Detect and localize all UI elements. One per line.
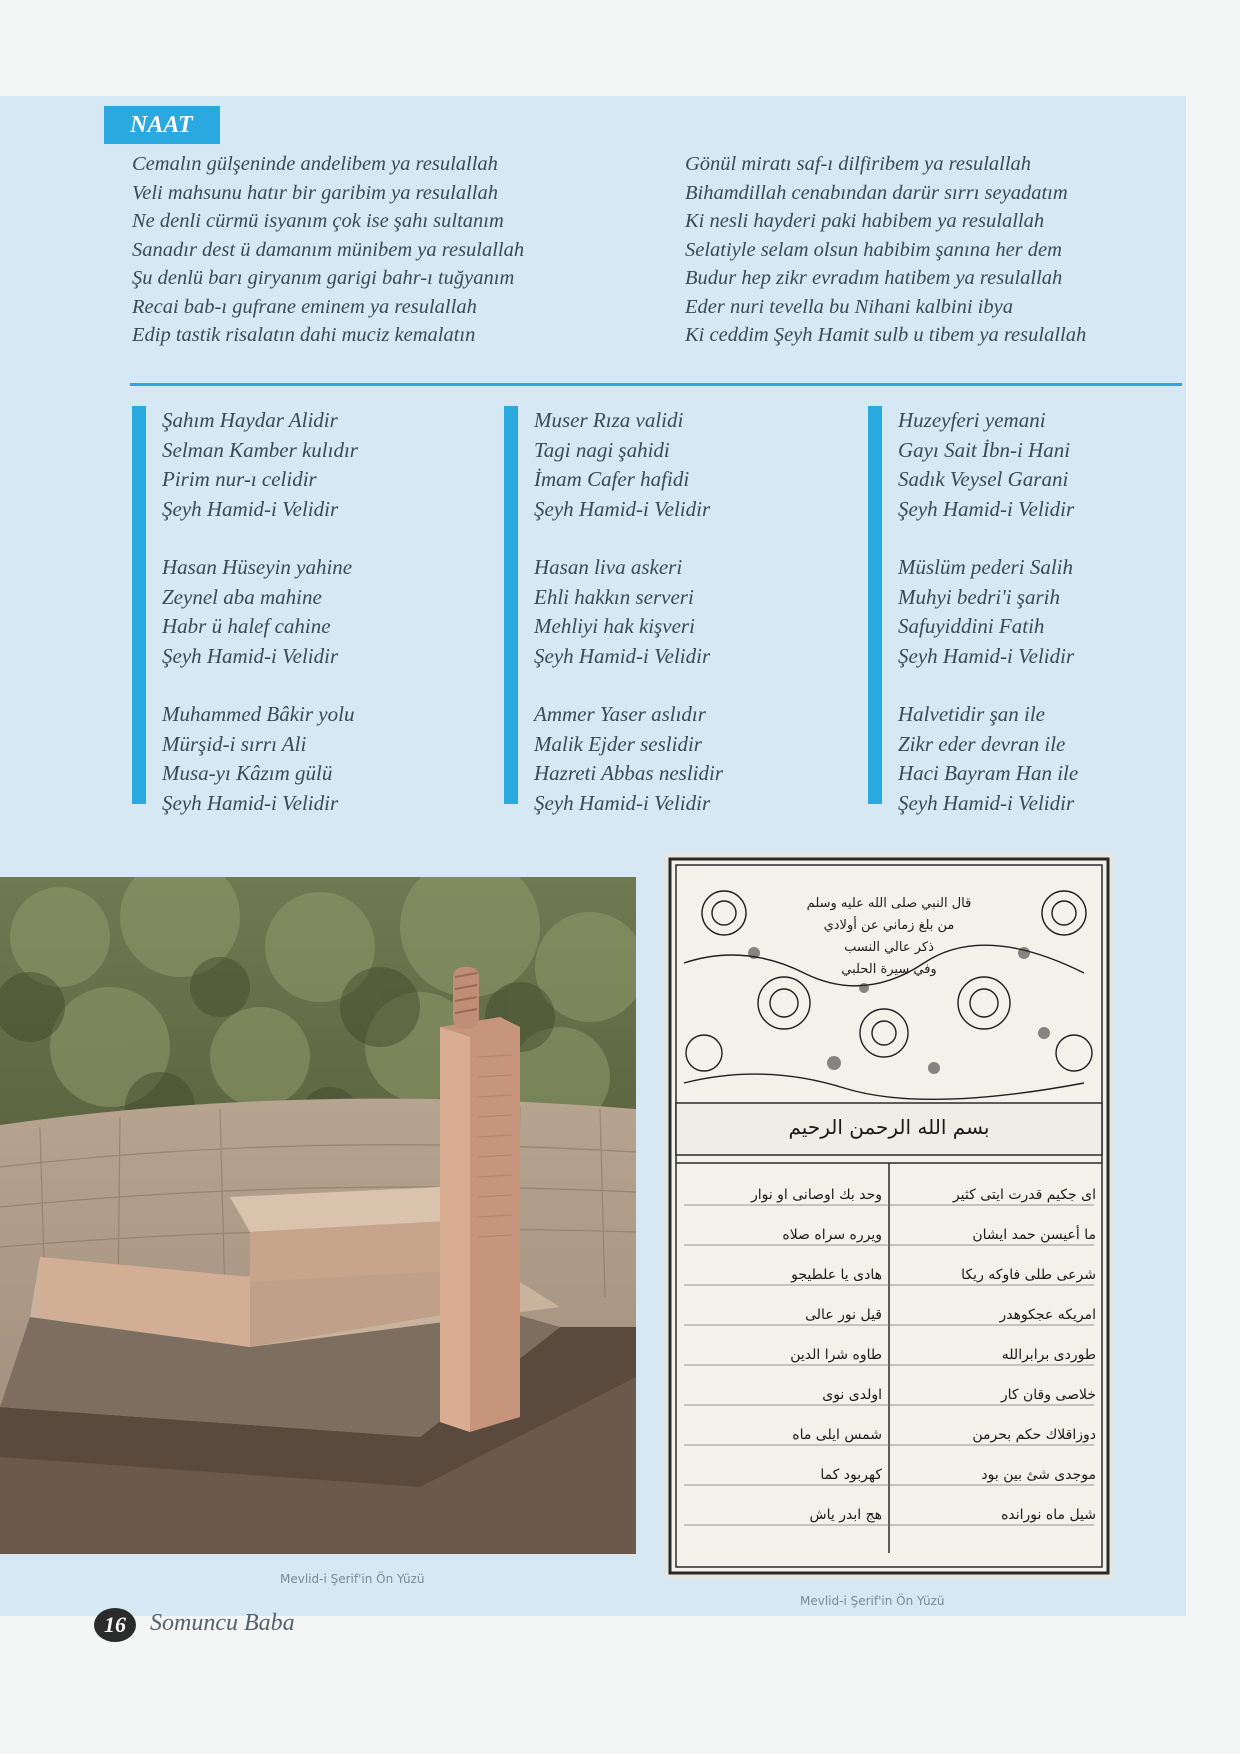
manuscript-line: طاوه شرا الدین (790, 1347, 882, 1363)
verse-line: Şeyh Hamid-i Velidir (534, 643, 711, 668)
naat-line: Şu denlü barı giryanım garigi bahr-ı tuğyanım (132, 267, 515, 289)
photo-caption: Mevlid-i Şerif'in Ön Yüzü (280, 1572, 425, 1586)
manuscript-scan (664, 853, 1114, 1579)
stanza (898, 700, 1078, 818)
verse-line: Hazreti Abbas neslidir (534, 761, 724, 785)
manuscript-line: امریکه عجکوهدر (999, 1307, 1096, 1323)
naat-line: Selatiyle selam olsun habibim şanına her dem (685, 238, 1062, 261)
naat-right-column (685, 150, 1086, 350)
verse-line: Müslüm pederi Salih (898, 555, 1073, 579)
accent-bar (504, 406, 518, 804)
accent-bar (868, 406, 882, 804)
naat-line: Bihamdillah cenabından darür sırrı seyadatım (685, 181, 1068, 204)
naat-line: Edip tastik risalatın dahi muciz kemalatın (132, 324, 476, 346)
manuscript-line: کهربود کما (820, 1467, 882, 1483)
verse-line: Muser Rıza validi (534, 408, 684, 432)
verse-line: Malik Ejder seslidir (534, 731, 702, 756)
manuscript-line: ذكر عالي النسب (844, 940, 934, 955)
manuscript-line: وحد بك اوصانی او نوار (750, 1187, 882, 1203)
verse-line: Mehliyi hak kişveri (534, 614, 695, 638)
verse-line: Muhammed Bâkir yolu (162, 702, 355, 726)
verse-line: Hasan liva askeri (534, 555, 683, 579)
verse-line: Mürşid-i sırrı Ali (162, 731, 307, 756)
manuscript-left-column (684, 1175, 882, 1535)
naat-line: Budur hep zikr evradım hatibem ya resulallah (685, 267, 1063, 289)
stanza (534, 406, 723, 524)
manuscript-basmala: بسم الله الرحمن الرحيم (788, 1115, 990, 1139)
section-label: NAAT (104, 106, 220, 144)
naat-line: Ki ceddim Şeyh Hamit sulb u tibem ya resulallah (685, 324, 1087, 346)
verse-line: Ammer Yaser aslıdır (534, 702, 706, 726)
verse-line: Şeyh Hamid-i Velidir (534, 496, 711, 521)
manuscript-line: ویرره سراه صلاه (782, 1227, 882, 1243)
verse-line: Musa-yı Kâzım gülü (162, 761, 333, 785)
naat-line: Eder nuri tevella bu Nihani kalbini ibya (685, 295, 1013, 318)
stanza (898, 553, 1078, 671)
tomb-photo (0, 877, 636, 1554)
naat-left-column (132, 150, 524, 350)
manuscript-line: ای جکیم قدرت ایتی کثیر (952, 1187, 1096, 1203)
verse-line: Şeyh Hamid-i Velidir (162, 496, 339, 521)
naat-line: Gönül miratı saf-ı dilfiribem ya resulallah (685, 153, 1032, 175)
verse-line: Tagi nagi şahidi (534, 437, 670, 462)
naat-line: Recai bab-ı gufrane eminem ya resulallah (132, 295, 477, 318)
stanza (162, 700, 358, 818)
verse-line: Hasan Hüseyin yahine (162, 555, 353, 579)
section-divider (130, 383, 1182, 386)
accent-bar (132, 406, 146, 804)
verse-line: Habr ü halef cahine (162, 614, 331, 638)
verse-line: İmam Cafer hafidi (534, 467, 690, 491)
magazine-title: Somuncu Baba (150, 1610, 295, 1636)
manuscript-line: دوزاقلاك حكم بحرمن (972, 1427, 1096, 1443)
verse-line: Şeyh Hamid-i Velidir (898, 643, 1075, 668)
naat-line: Sanadır dest ü damanım münibem ya resulallah (132, 238, 525, 261)
manuscript-line: من بلغ زماني عن أولادي (823, 918, 955, 933)
verse-line: Sadık Veysel Garani (898, 467, 1069, 491)
manuscript-line: قیل نور عالی (805, 1307, 882, 1323)
verse-line: Ehli hakkın serveri (534, 584, 694, 609)
naat-line: Ki nesli hayderi paki habibem ya resulallah (685, 210, 1045, 232)
verse-line: Şeyh Hamid-i Velidir (898, 496, 1075, 521)
stanza (162, 553, 358, 671)
verse-line: Şeyh Hamid-i Velidir (162, 790, 339, 815)
manuscript-line: اولدی نوی (822, 1387, 882, 1403)
verse-line: Selman Kamber kulıdır (162, 437, 358, 462)
manuscript-line: هج ابدر یاش (809, 1507, 882, 1523)
verse-line: Huzeyferi yemani (898, 408, 1046, 432)
verse-line: Zeynel aba mahine (162, 584, 322, 609)
manuscript-line: شمس ایلی ماه (792, 1427, 882, 1443)
naat-line: Cemalın gülşeninde andelibem ya resulallah (132, 153, 498, 175)
naat-line: Veli mahsunu hatır bir garibim ya resulallah (132, 181, 498, 204)
manuscript-line: هادی یا علطیجو (791, 1267, 882, 1283)
verse-line: Zikr eder devran ile (898, 731, 1066, 756)
verse-line: Muhyi bedri'i şarih (898, 584, 1060, 609)
manuscript-line: وفي سيرة الحلبي (841, 962, 937, 977)
manuscript-line: قال النبي صلى الله عليه وسلم (806, 896, 972, 911)
manuscript-line: طوردی برابرالله (1001, 1347, 1096, 1363)
verse-line: Haci Bayram Han ile (898, 761, 1079, 785)
verse-line: Şeyh Hamid-i Velidir (534, 790, 711, 815)
verse-line: Safuyiddini Fatih (898, 614, 1045, 638)
page-number: 16 (94, 1608, 136, 1642)
manuscript-line: شیل ماه نورانده (1001, 1507, 1096, 1523)
verse-line: Şahım Haydar Alidir (162, 408, 338, 432)
stanza (162, 406, 358, 524)
manuscript-caption: Mevlid-i Şerif'in Ön Yüzü (800, 1594, 945, 1608)
verse-line: Halvetidir şan ile (898, 702, 1045, 726)
manuscript-line: موجدی شئ بین بود (981, 1467, 1096, 1483)
stanza (534, 553, 723, 671)
verse-line: Şeyh Hamid-i Velidir (898, 790, 1075, 815)
verse-line: Pirim nur-ı celidir (162, 467, 317, 491)
verse-line: Şeyh Hamid-i Velidir (162, 643, 339, 668)
naat-line: Ne denli cürmü isyanım çok ise şahı sultanım (132, 210, 504, 232)
manuscript-line: خلاصی وقان کار (1000, 1387, 1096, 1403)
manuscript-line: ما أعیسن حمد ایشان (972, 1227, 1096, 1243)
stanza (898, 406, 1078, 524)
manuscript-header (704, 893, 1074, 981)
manuscript-line: شرعی طلی فاوکه ریکا (961, 1267, 1096, 1283)
stanza (534, 700, 723, 818)
verse-line: Gayı Sait İbn-i Hani (898, 437, 1071, 462)
manuscript-right-column (896, 1175, 1096, 1535)
